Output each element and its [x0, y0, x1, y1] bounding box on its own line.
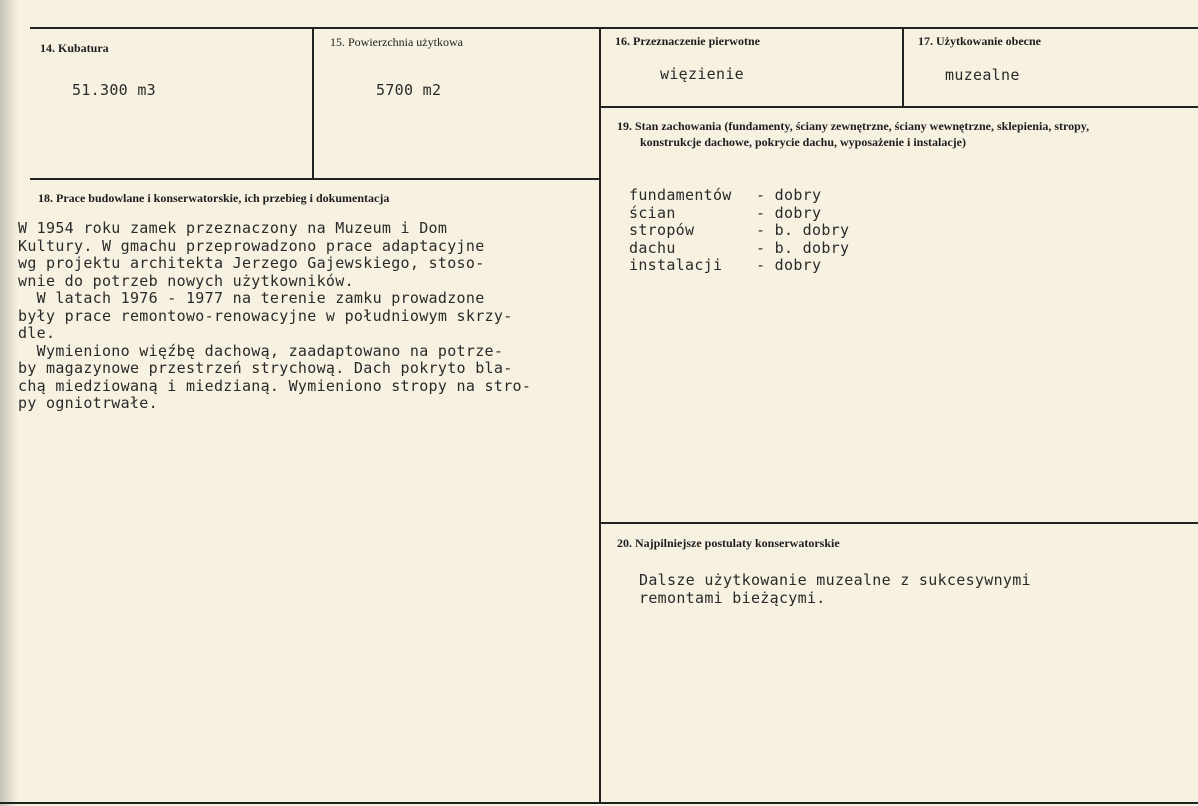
- top-rule: [30, 27, 1198, 29]
- center-divider: [599, 27, 601, 804]
- field-18-line: były prace remontowo-renowacyjne w południowym skrzy-: [18, 306, 513, 325]
- field-18-line: Kultury. W gmachu przeprowadzono prace adaptacyjne: [18, 236, 485, 255]
- divider-14-15: [312, 27, 314, 178]
- field-15-value: 5700 m2: [376, 81, 442, 99]
- field-20-label: 20. Najpilniejsze postulaty konserwatorskie: [617, 536, 840, 550]
- rule-above-field-18: [30, 178, 600, 180]
- field-15-label: 15. Powierzchnia użytkowa: [330, 35, 463, 49]
- field-16-value: więzienie: [660, 65, 744, 83]
- condition-element: stropów: [629, 221, 695, 239]
- page-edge-shadow: [0, 0, 18, 806]
- field-20-line: Dalsze użytkowanie muzealne z sukcesywnymi: [639, 571, 1031, 589]
- field-18-line: by magazynowe przestrzeń strychową. Dach pokryto bla-: [18, 359, 513, 377]
- field-18-line: chą miedziowaną i miedzianą. Wymieniono stropy na stro-: [18, 376, 532, 395]
- condition-element: instalacji: [629, 256, 723, 274]
- field-18-line: dle.: [18, 324, 56, 342]
- field-18-line: W latach 1976 - 1977 na terenie zamku prowadzone: [18, 289, 485, 307]
- condition-state: - b. dobry: [756, 238, 850, 257]
- field-20-line: remontami bieżącymi.: [639, 588, 826, 607]
- field-18-line: Wymieniono więźbę dachową, zaadaptowano na potrze-: [18, 341, 504, 360]
- field-16-label: 16. Przeznaczenie pierwotne: [615, 34, 760, 48]
- field-14-value: 51.300 m3: [72, 81, 156, 99]
- field-18-line: py ogniotrwałe.: [18, 394, 158, 412]
- rule-above-field-19: [600, 106, 1198, 108]
- field-19-label-cont: konstrukcje dachowe, pokrycie dachu, wyposażenie i instalacje): [640, 135, 966, 149]
- field-14-label: 14. Kubatura: [40, 41, 109, 55]
- divider-16-17: [902, 27, 904, 106]
- field-19-label: 19. Stan zachowania (fundamenty, ściany zewnętrzne, ściany wewnętrzne, sklepienia, stropy,: [617, 119, 1090, 133]
- condition-state: - dobry: [756, 186, 822, 204]
- condition-element: ścian: [629, 203, 676, 222]
- condition-state: - b. dobry: [756, 221, 850, 239]
- field-17-label: 17. Użytkowanie obecne: [918, 34, 1041, 48]
- field-18-line: wg projektu architekta Jerzego Gajewskiego, stoso-: [18, 254, 485, 272]
- condition-state: - dobry: [756, 203, 822, 222]
- field-18-label: 18. Prace budowlane i konserwatorskie, ich przebieg i dokumentacja: [38, 191, 390, 205]
- rule-above-field-20: [600, 522, 1198, 524]
- field-18-line: W 1954 roku zamek przeznaczony na Muzeum i Dom: [18, 219, 448, 237]
- condition-element: dachu: [629, 238, 676, 257]
- condition-state: - dobry: [756, 256, 822, 274]
- field-18-line: wnie do potrzeb nowych użytkowników.: [18, 271, 354, 290]
- condition-element: fundamentów: [629, 186, 732, 204]
- field-17-value: muzealne: [945, 66, 1020, 84]
